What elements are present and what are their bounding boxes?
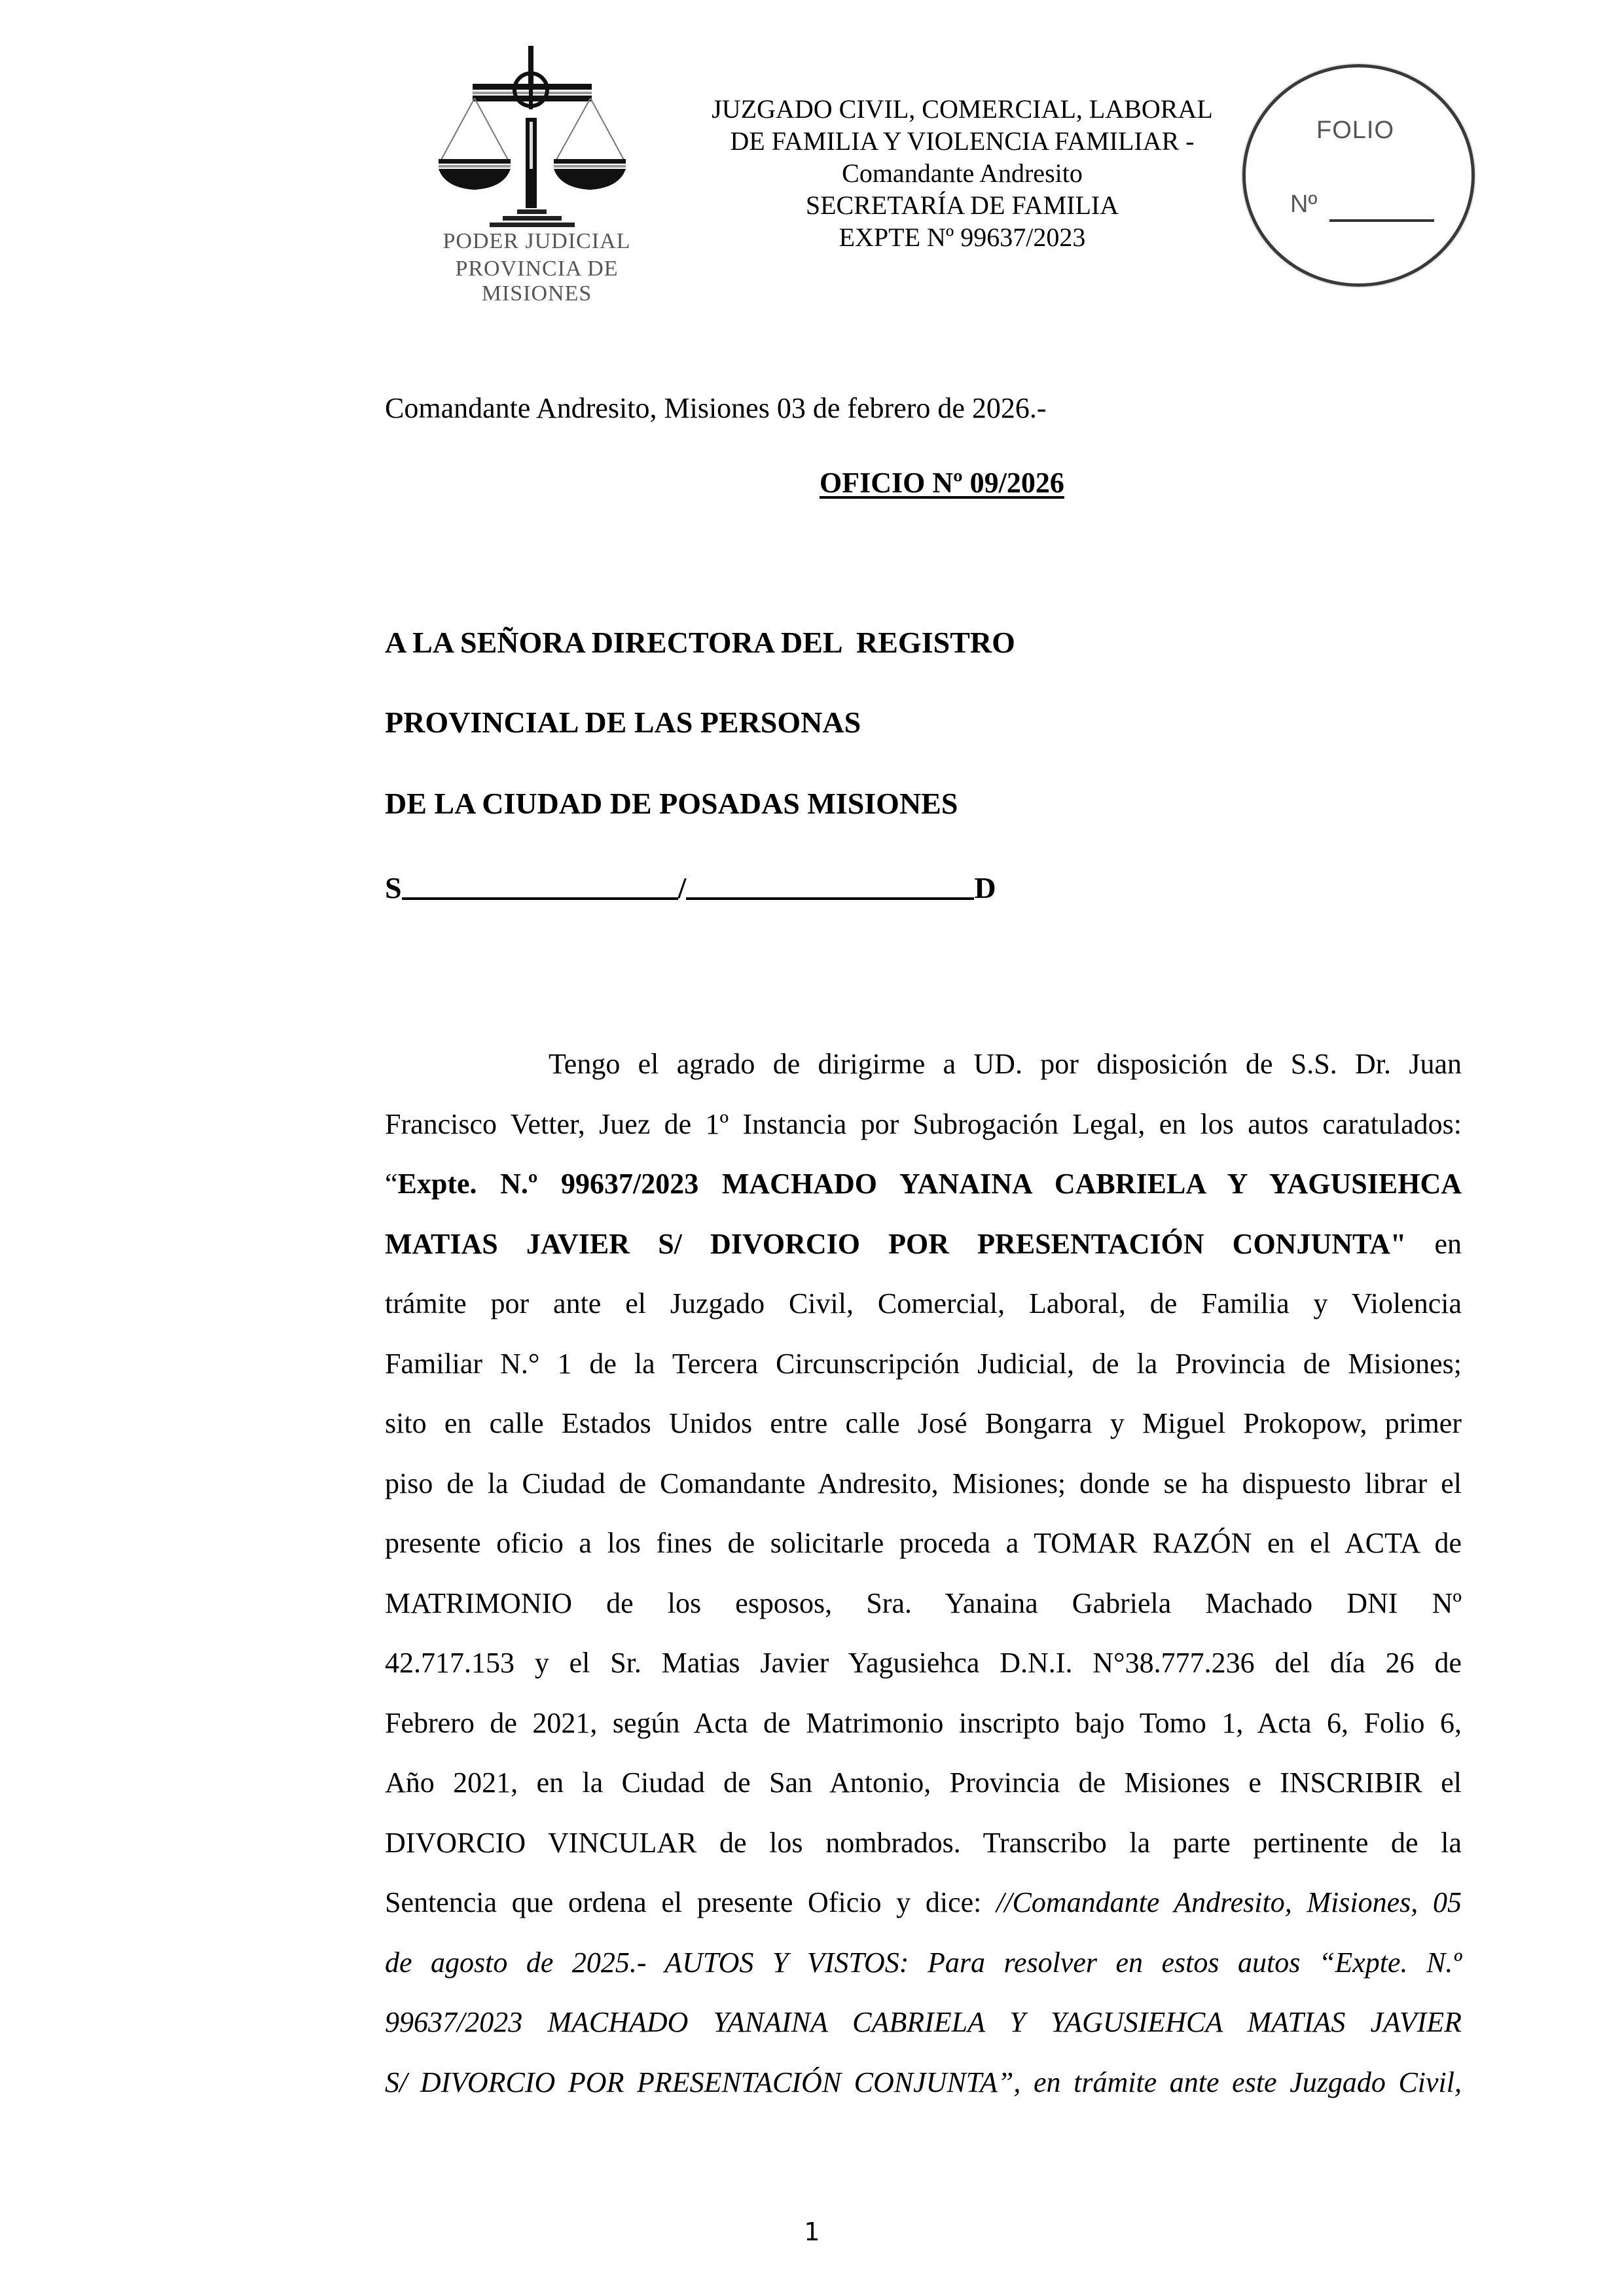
sd-s: S	[385, 871, 402, 905]
body-line	[385, 1214, 1462, 1274]
logo-text-poder-judicial: PODER JUDICIAL	[442, 229, 631, 253]
addressee-line-1: A LA SEÑORA DIRECTORA DEL REGISTRO	[385, 626, 1015, 659]
body-text-segment: piso de la Ciudad de Comandante Andresito, Misiones; donde se ha dispuesto librar el	[385, 1467, 1462, 1499]
body-text-segment: 42.717.153 y el Sr. Matias Javier Yagusiehca D.N.I. N°38.777.236 del día 26 de	[385, 1647, 1462, 1679]
body-text-segment: Año 2021, en la Ciudad de San Antonio, Provincia de Misiones e INSCRIBIR el	[385, 1767, 1462, 1799]
body-text-segment: en	[1406, 1227, 1462, 1260]
sd-blank-2	[686, 867, 974, 900]
body-text-segment: DIVORCIO VINCULAR de los nombrados. Transcribo la parte pertinente de la	[385, 1826, 1462, 1859]
addressee-line-2: PROVINCIAL DE LAS PERSONAS	[385, 706, 861, 739]
expediente-number: EXPTE Nº 99637/2023	[839, 223, 1086, 252]
logo-text-provincia: PROVINCIA DE MISIONES	[455, 257, 619, 306]
body-line	[385, 1513, 1462, 1573]
date-line: Comandante Andresito, Misiones 03 de febrero de 2026.-	[385, 392, 1047, 424]
italic-text: //Comandante Andresito, Misiones, 05	[996, 1886, 1462, 1918]
body-text-segment: MATRIMONIO de los esposos, Sra. Yanaina Gabriela Machado DNI Nº	[385, 1587, 1462, 1619]
body-text-segment: Sentencia que ordena el presente Oficio y dice:	[385, 1886, 997, 1918]
body-line	[385, 1992, 1462, 2053]
body-line	[385, 1873, 1462, 1933]
court-name-line-1: JUZGADO CIVIL, COMERCIAL, LABORAL	[712, 94, 1213, 124]
body-line	[385, 1274, 1462, 1334]
sd-blank-1	[402, 867, 678, 900]
body-line	[385, 1454, 1462, 1514]
body-line	[385, 1573, 1462, 1634]
italic-text: 99637/2023 MACHADO YANAINA CABRIELA Y YAGUSIEHCA MATIAS JAVIER	[385, 2006, 1462, 2038]
body-text-segment: Tengo el agrado de dirigirme a UD. por disposición de S.S. Dr. Juan	[549, 1048, 1462, 1080]
italic-text: S/ DIVORCIO POR PRESENTACIÓN CONJUNTA”, en trámite ante este Juzgado Civil,	[385, 2066, 1462, 2098]
body-line	[385, 1693, 1462, 1753]
body-line	[385, 1334, 1462, 1394]
folio-label: FOLIO	[1316, 117, 1395, 144]
body-paragraph	[385, 1034, 1462, 2112]
court-name-line-2: DE FAMILIA Y VIOLENCIA FAMILIAR -	[730, 126, 1195, 156]
folio-stamp	[1242, 64, 1475, 287]
su-despacho-line	[385, 867, 996, 905]
body-line	[385, 1154, 1462, 1214]
bold-text: MATIAS JAVIER S/ DIVORCIO POR PRESENTACIÓN CONJUNTA"	[385, 1227, 1407, 1260]
oficio-title: OFICIO Nº 09/2026	[820, 467, 1064, 499]
secretaria: SECRETARÍA DE FAMILIA	[805, 190, 1119, 220]
body-text-segment: sito en calle Estados Unidos entre calle José Bongarra y Miguel Prokopow, primer	[385, 1407, 1462, 1439]
sd-d: D	[974, 871, 996, 905]
body-line	[385, 1813, 1462, 1873]
addressee-line-3: DE LA CIUDAD DE POSADAS MISIONES	[385, 787, 958, 820]
poder-judicial-logo	[399, 41, 674, 306]
italic-text: de agosto de 2025.- AUTOS Y VISTOS: Para resolver en estos autos “Expte. N.º	[385, 1946, 1462, 1979]
body-text-segment: “	[385, 1168, 398, 1200]
sd-slash: /	[677, 871, 687, 905]
body-line	[385, 1094, 1462, 1155]
body-line	[385, 2053, 1462, 2113]
page-number: 1	[804, 2217, 820, 2246]
folio-number-blank	[1329, 219, 1434, 222]
body-line	[385, 1633, 1462, 1693]
bold-text: Expte. N.º 99637/2023 MACHADO YANAINA CABRIELA Y YAGUSIEHCA	[397, 1168, 1462, 1200]
body-text-segment: Febrero de 2021, según Acta de Matrimonio inscripto bajo Tomo 1, Acta 6, Folio 6,	[385, 1706, 1462, 1739]
body-text-segment: presente oficio a los fines de solicitarle proceda a TOMAR RAZÓN en el ACTA de	[385, 1527, 1462, 1559]
body-text-segment: Familiar N.° 1 de la Tercera Circunscripción Judicial, de la Provincia de Misiones;	[385, 1347, 1462, 1380]
court-location: Comandante Andresito	[842, 158, 1083, 188]
body-line	[385, 1753, 1462, 1813]
scales-of-justice-icon	[399, 41, 674, 230]
body-line	[385, 1393, 1462, 1454]
body-text-segment: Francisco Vetter, Juez de 1º Instancia por Subrogación Legal, en los autos caratulados:	[385, 1107, 1462, 1140]
body-text-segment: trámite por ante el Juzgado Civil, Comercial, Laboral, de Familia y Violencia	[385, 1287, 1462, 1319]
folio-number-label: Nº	[1290, 190, 1318, 218]
body-line	[385, 1933, 1462, 1993]
body-line	[385, 1034, 1462, 1094]
court-header	[661, 93, 1263, 253]
